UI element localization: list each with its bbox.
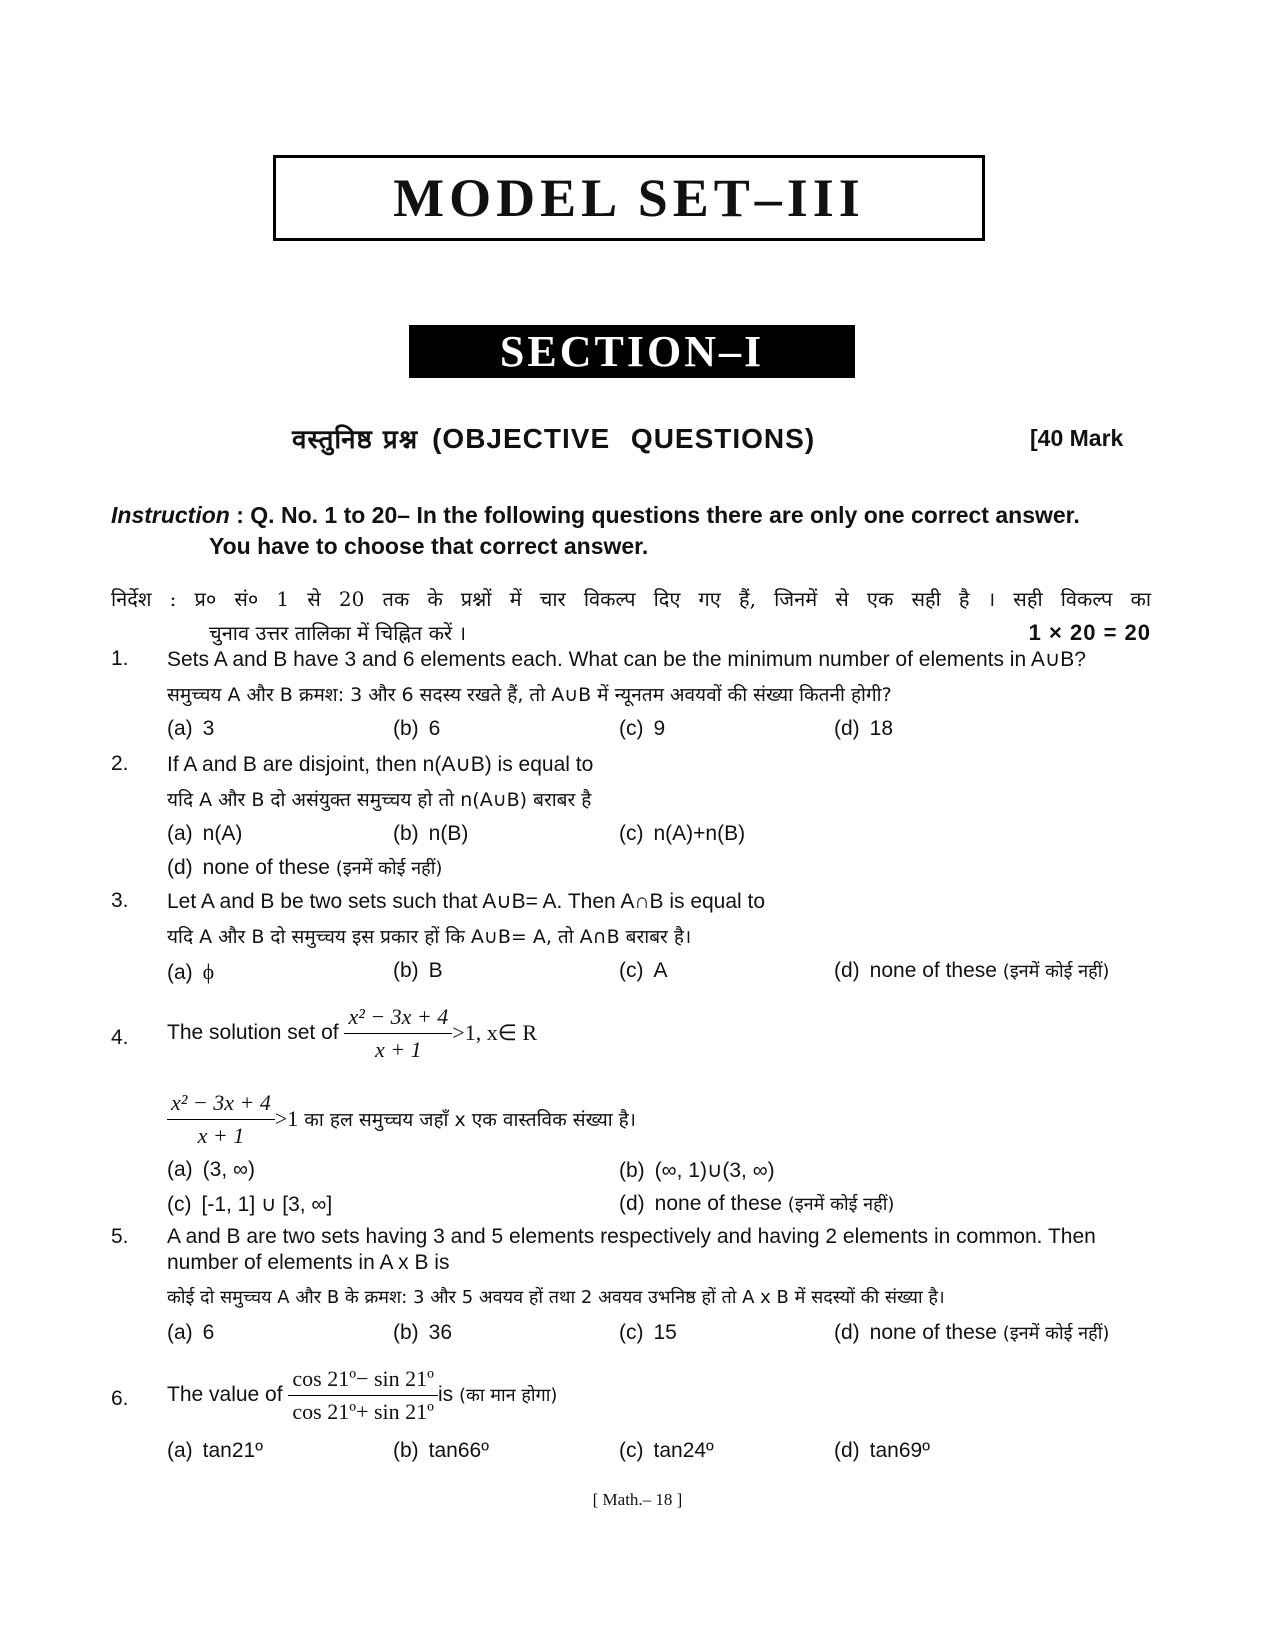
q3-option-b[interactable]: (b) B <box>393 959 443 982</box>
section-heading: SECTION–I <box>409 325 855 378</box>
q4-option-d[interactable]: (d) none of these (इनमें कोई नहीं) <box>619 1192 895 1215</box>
q4-option-c[interactable]: (c) [-1, 1] ∪ [3, ∞] <box>167 1193 333 1216</box>
q2-option-a[interactable]: (a) n(A) <box>167 822 243 845</box>
q2-option-b[interactable]: (b) n(B) <box>393 822 469 845</box>
q1-option-a[interactable]: (a) 3 <box>167 717 215 740</box>
page-title: MODEL SET–III <box>273 155 985 241</box>
question-4-hindi: $\frac{\text{x² − 3x + 4}}{x + 1}$ >1 का हल समुच्चय जहाँ x एक वास्तविक संख्या है। <box>167 1086 636 1152</box>
q5-option-b[interactable]: (b) 36 <box>393 1321 453 1344</box>
instruction-line-2: You have to choose that correct answer. <box>209 533 649 559</box>
question-5-number: 5. <box>111 1225 129 1248</box>
question-5-text-line-1: A and B are two sets having 3 and 5 elements respectively and having 2 elements in common. Then <box>167 1225 1096 1248</box>
q1-option-d[interactable]: (d) 18 <box>834 717 894 740</box>
total-marks: [40 Mark <box>1030 425 1124 451</box>
question-2-text: If A and B are disjoint, then n(A∪B) is equal to <box>167 753 594 776</box>
question-6-text: The value of $\frac{\text{cos 21º− sin 21º}}{\text{cos 21º+ sin 21º}}$ is (का मान होगा) <box>167 1365 558 1424</box>
page-footer: [ Math.– 18 ] <box>592 1490 683 1509</box>
q5-option-d[interactable]: (d) none of these (इनमें कोई नहीं) <box>834 1321 1110 1344</box>
hindi-instruction-line-2: चुनाव उत्तर तालिका में चिह्नित करें । <box>209 621 467 645</box>
q4-fraction: $\frac{\text{x² − 3x + 4}}{x + 1}$ <box>344 1003 452 1064</box>
q3-option-a[interactable]: (a) ϕ <box>167 959 215 984</box>
q4-fraction-hindi: $\frac{\text{x² − 3x + 4}}{x + 1}$ <box>167 1089 275 1150</box>
q2-option-c[interactable]: (c) n(A)+n(B) <box>619 822 746 845</box>
marks-formula: 1 × 20 = 20 <box>1028 620 1151 645</box>
objective-heading <box>292 420 815 456</box>
q4-option-a[interactable]: (a) (3, ∞) <box>167 1158 255 1181</box>
question-2-hindi: यदि A और B दो असंयुक्त समुच्चय हो तो n(A∪B) बराबर है <box>167 789 592 811</box>
objective-english: (OBJECTIVE QUESTIONS) <box>432 423 816 454</box>
q1-option-c[interactable]: (c) 9 <box>619 717 666 740</box>
question-5-hindi: कोई दो समुच्चय A और B के क्रमश: 3 और 5 अवयव हों तथा 2 अवयव उभनिष्ठ हों तो A x B में सदस्यों की संख्या है। <box>167 1287 945 1308</box>
question-1-number: 1. <box>111 647 129 670</box>
instruction-label: Instruction <box>111 502 230 528</box>
q6-option-c[interactable]: (c) tan24º <box>619 1439 714 1462</box>
q4-option-b[interactable]: (b) (∞, 1)∪(3, ∞) <box>619 1159 775 1182</box>
q3-option-c[interactable]: (c) A <box>619 959 668 982</box>
question-1-hindi: समुच्चय A और B क्रमश: 3 और 6 सदस्य रखते हैं, तो A∪B में न्यूनतम अवयवों की संख्या कितनी होगी? <box>167 684 892 706</box>
q3-option-d[interactable]: (d) none of these (इनमें कोई नहीं) <box>834 959 1110 982</box>
q2-option-d[interactable]: (d) none of these (इनमें कोई नहीं) <box>167 856 443 879</box>
q5-option-c[interactable]: (c) 15 <box>619 1321 677 1344</box>
question-3-number: 3. <box>111 889 129 912</box>
q1-option-b[interactable]: (b) 6 <box>393 717 441 740</box>
q6-option-a[interactable]: (a) tan21º <box>167 1439 263 1462</box>
question-3-text: Let A and B be two sets such that A∪B= A. Then A∩B is equal to <box>167 890 766 913</box>
question-5-text-line-2: number of elements in A x B is <box>167 1251 450 1274</box>
hindi-instruction-line-1: निर्देश : प्र० सं० 1 से 20 तक के प्रश्नों में चार विकल्प दिए गए हैं, जिनमें से एक सही है । सही विकल्प का <box>111 587 1151 611</box>
question-1-text: Sets A and B have 3 and 6 elements each. What can be the minimum number of elements in A∪B? <box>167 648 1086 671</box>
question-3-hindi: यदि A और B दो समुच्चय इस प्रकार हों कि A∪B= A, तो A∩B बराबर है। <box>167 926 692 948</box>
q6-fraction: $\frac{\text{cos 21º− sin 21º}}{\text{cos 21º+ sin 21º}}$ <box>288 1365 438 1426</box>
question-4-number: 4. <box>111 1026 129 1049</box>
question-4-text: The solution set of $\frac{\text{x² − 3x + 4}}{x + 1}$ >1, x∈ R <box>167 1003 538 1062</box>
instruction-line-1: : Q. No. 1 to 20– In the following questions there are only one correct answer. <box>229 502 1080 528</box>
hindi-instruction-block <box>111 582 1151 650</box>
instruction-block <box>111 500 1161 562</box>
q6-option-d[interactable]: (d) tan69º <box>834 1439 930 1462</box>
objective-hindi: वस्तुनिष्ठ प्रश्न <box>292 425 419 455</box>
q5-option-a[interactable]: (a) 6 <box>167 1321 215 1344</box>
question-6-number: 6. <box>111 1387 129 1410</box>
q6-option-b[interactable]: (b) tan66º <box>393 1439 489 1462</box>
question-2-number: 2. <box>111 752 129 775</box>
